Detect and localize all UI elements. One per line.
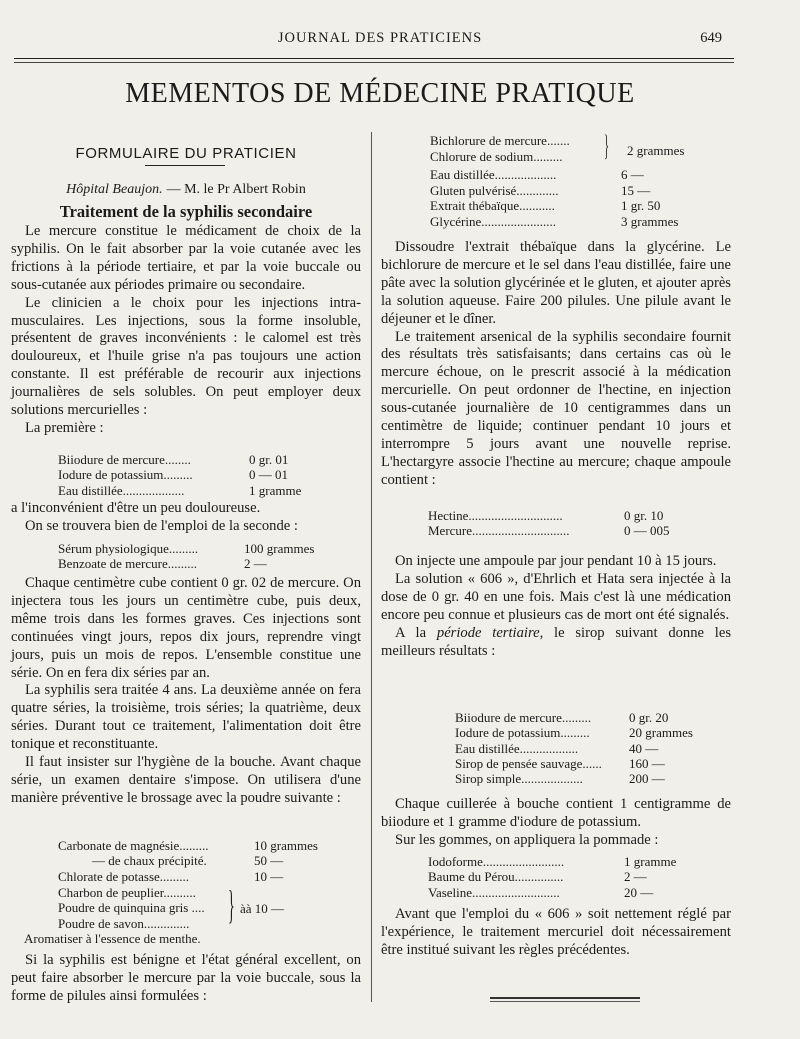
ingredient: Sérum physiologique......... xyxy=(58,541,199,556)
amount: 0 — 01 xyxy=(249,467,288,483)
ingredient: Poudre de quinquina gris .... xyxy=(58,900,205,916)
formula-row xyxy=(430,214,678,230)
paragraph: Chaque cuillerée à bouche contient 1 centigramme de biiodure et 1 gramme d'iodure de potassium. xyxy=(381,796,731,830)
ingredient: Eau distillée.................. xyxy=(455,740,579,756)
formula-row xyxy=(428,869,676,884)
ingredient: Glycérine....................... xyxy=(430,213,557,229)
ingredient: Gluten pulvérisé............. xyxy=(430,182,559,198)
formula-row xyxy=(455,710,693,725)
hospital-line xyxy=(11,182,361,198)
amount: 160 — xyxy=(629,755,665,771)
emphasis: période tertiaire xyxy=(436,624,540,641)
paragraph: Dissoudre l'extrait thébaïque dans la glycérine. Le bichlorure de mercure et le sel dans l'eau distillée, faire une pâte avec la solution glycérinée et le gluten, et ajouter après la solution aqueuse. Faire 200 pilules. Une pilule avant le déjeuner et le dîner. xyxy=(381,239,731,327)
brace-icon: } xyxy=(604,129,610,162)
ingredient: Biiodure de mercure........ xyxy=(58,452,191,467)
amount: 0 — 005 xyxy=(624,523,670,539)
left-column-body-2 xyxy=(11,500,361,536)
ingredient: Eau distillée................... xyxy=(58,482,185,498)
amount: 3 grammes xyxy=(621,213,679,229)
formula-4-group xyxy=(430,133,570,165)
paragraph: Il faut insister sur l'hygiène de la bouche. Avant chaque série, un examen dentaire s'impose. On utilisera d'une manière préventive le brossage avec la poudre suivante : xyxy=(11,754,361,806)
amount: 20 — xyxy=(624,884,654,900)
formula-note: Aromatiser à l'essence de menthe. xyxy=(24,931,201,946)
article-subtitle: Traitement de la syphilis secondaire xyxy=(59,202,313,221)
formula-7 xyxy=(428,854,676,900)
amount: 1 gramme xyxy=(624,854,677,869)
paragraph: Avant que l'emploi du « 606 » soit nettement réglé par l'expérience, le traitement mercuriel doit nécessairement être institué suivant les règles précédentes. xyxy=(381,906,731,958)
formula-row xyxy=(58,467,301,482)
formula-row xyxy=(428,885,676,900)
formula-row xyxy=(428,523,670,538)
paragraph xyxy=(381,625,731,661)
amount: 0 gr. 20 xyxy=(629,710,669,725)
amount: 20 grammes xyxy=(629,725,693,741)
ingredient: Benzoate de mercure......... xyxy=(58,556,197,572)
formula-row xyxy=(58,556,314,571)
text: A la xyxy=(395,624,437,641)
formula-1 xyxy=(58,452,301,498)
section-rule xyxy=(145,165,225,166)
formula-4 xyxy=(430,167,678,229)
group-amount: 2 grammes xyxy=(627,143,685,158)
paragraph: a l'inconvénient d'être un peu douloureuse. xyxy=(11,500,261,516)
ingredient: Vaseline........................... xyxy=(428,884,560,900)
amount: 1 gramme xyxy=(249,482,302,498)
ingredient: — de chaux précipité. xyxy=(92,853,207,869)
paragraph: La première : xyxy=(25,419,104,436)
ingredient: Chlorure de sodium......... xyxy=(430,149,563,164)
ingredient: Extrait thébaïque........... xyxy=(430,198,555,214)
ingredient: Poudre de savon.............. xyxy=(58,915,190,931)
formula-row xyxy=(430,183,678,199)
paragraph: Chaque centimètre cube contient 0 gr. 02 de mercure. On injectera tous les jours un centimètre cube, puis deux, même trois dans les formes graves. Ces injections sont continuées vingt jours, repos dix jours, reprendre vingt jours, puis un mois de repos. L'ensemble constitue une série. On en fera dix séries par an. xyxy=(11,575,361,681)
amount: 2 — xyxy=(624,869,647,885)
amount: 2 — xyxy=(244,556,267,572)
paragraph: On se trouvera bien de l'emploi de la seconde : xyxy=(25,517,298,534)
amount: 15 — xyxy=(621,182,651,198)
ingredient: Bichlorure de mercure....... xyxy=(430,133,570,148)
ingredient: Charbon de peuplier.......... xyxy=(58,885,196,900)
ingredient: Iodure de potassium......... xyxy=(58,467,193,483)
formula-row xyxy=(455,756,693,771)
left-column-body-3 xyxy=(11,575,361,808)
formula-5 xyxy=(428,508,670,539)
ingredient: Mercure.............................. xyxy=(428,523,570,539)
ingredient: Baume du Pérou............... xyxy=(428,869,564,885)
paragraph: On injecte une ampoule par jour pendant 10 à 15 jours. xyxy=(395,553,717,569)
group-amount: àà 10 — xyxy=(240,901,285,916)
formula-row xyxy=(428,854,676,869)
ingredient: Iodure de potassium......... xyxy=(455,725,590,741)
right-column-body xyxy=(381,239,731,490)
amount: 10 — xyxy=(254,868,284,884)
formula-6 xyxy=(455,710,693,786)
formula-row xyxy=(430,198,678,214)
formula-3-group xyxy=(58,885,205,931)
formula-row xyxy=(58,838,318,853)
paragraph: Le mercure constitue le médicament de choix de la syphilis. On le fait absorber par la voie cutanée avec les frictions à la période tertiaire, et par la voie buccale ou sous-cutanée aux périodes primaire ou secondaire. xyxy=(11,223,361,293)
formula-row xyxy=(430,167,678,183)
amount: 50 — xyxy=(254,853,284,869)
formula-3 xyxy=(58,838,318,884)
paragraph: Sur les gommes, on appliquera la pommade : xyxy=(395,831,659,848)
amount: 40 — xyxy=(629,740,659,756)
formula-row xyxy=(58,483,301,498)
formula-row xyxy=(58,452,301,467)
formula-row xyxy=(58,541,314,556)
formula-row xyxy=(58,869,318,884)
formula-row xyxy=(455,741,693,756)
ingredient: Sirop simple................... xyxy=(455,771,583,787)
left-column-body xyxy=(11,223,361,438)
paragraph: La syphilis sera traitée 4 ans. La deuxième année on fera quatre séries, la troisième, trois séries; la quatrième, deux séries. Durant tout ce traitement, l'alimentation doit être tonique et reconstituante. xyxy=(11,682,361,753)
formula-2 xyxy=(58,541,314,572)
right-column-body-4 xyxy=(381,906,731,960)
amount: 200 — xyxy=(629,771,665,787)
main-title: MEMENTOS DE MÉDECINE PRATIQUE xyxy=(125,78,635,109)
amount: 100 grammes xyxy=(244,541,315,556)
ingredient: Iodoforme......................... xyxy=(428,854,565,869)
ingredient: Carbonate de magnésie......... xyxy=(58,838,209,853)
hospital-name: Hôpital Beaujon. xyxy=(66,182,163,197)
end-rule-thin xyxy=(490,1001,640,1002)
ingredient: Chlorate de potasse......... xyxy=(58,868,190,884)
ingredient: Eau distillée................... xyxy=(430,167,557,182)
amount: 0 gr. 10 xyxy=(624,508,664,523)
page-number: 649 xyxy=(700,30,722,46)
text: , le sirop suivant donne les meilleurs résultats : xyxy=(381,624,732,659)
section-title: FORMULAIRE DU PRATICIEN xyxy=(75,145,297,162)
brace-icon: } xyxy=(228,882,235,927)
amount: 10 grammes xyxy=(254,838,318,853)
column-divider xyxy=(371,132,372,1002)
paragraph: Si la syphilis est bénigne et l'état général excellent, on peut faire absorber le mercure par la voie buccale, sous la forme de pilules ainsi formulées : xyxy=(11,952,361,1004)
amount: 6 — xyxy=(621,167,644,182)
right-column-body-3 xyxy=(381,796,731,850)
paragraph: Le traitement arsenical de la syphilis secondaire fournit des résultats très satisfaisants; dans certains cas où le mercure échoue, on le prescrit associé à la médication mercurielle. On peut ordonner de l'hectine, en injection sous-cutanée journalière de 10 centigrammes dans un centimètre de liquide; continuer pendant 10 jours et interrompre 5 jours avant une nouvelle reprise. L'hectargyre associe l'hectine au mercure; chaque ampoule contient : xyxy=(381,328,731,488)
paragraph: La solution « 606 », d'Ehrlich et Hata sera injectée à la dose de 0 gr. 40 en une fois. Mais c'est là une médication encore peu connue et plusieurs cas de mort ont été signalés. xyxy=(381,570,731,623)
amount: 0 gr. 01 xyxy=(249,452,289,467)
left-column-body-4 xyxy=(11,952,361,1006)
header-rule-thin xyxy=(14,62,734,63)
paragraph: Le clinicien a le choix pour les injections intra-musculaires. Les injections, sous la forme insoluble, présentent de graves inconvénients : le calomel est très douloureux, et l'huile grise n'a pas toujours une action constante. Il est préférable de recourir aux injections journalières de sels solubles. On peut employer deux solutions mercurielles : xyxy=(11,294,361,419)
ingredient: Hectine............................. xyxy=(428,508,563,523)
right-column-body-2 xyxy=(381,553,731,660)
ingredient: Biiodure de mercure......... xyxy=(455,710,592,725)
amount: 1 gr. 50 xyxy=(621,198,661,214)
author: — M. le Pr Albert Robin xyxy=(166,182,306,197)
formula-row xyxy=(58,853,318,868)
running-title: JOURNAL DES PRATICIENS xyxy=(277,30,483,46)
end-rule xyxy=(490,997,640,999)
formula-row xyxy=(455,725,693,740)
ingredient: Sirop de pensée sauvage...... xyxy=(455,755,602,771)
formula-row xyxy=(428,508,670,523)
header-rule xyxy=(14,58,734,59)
formula-row xyxy=(455,771,693,786)
